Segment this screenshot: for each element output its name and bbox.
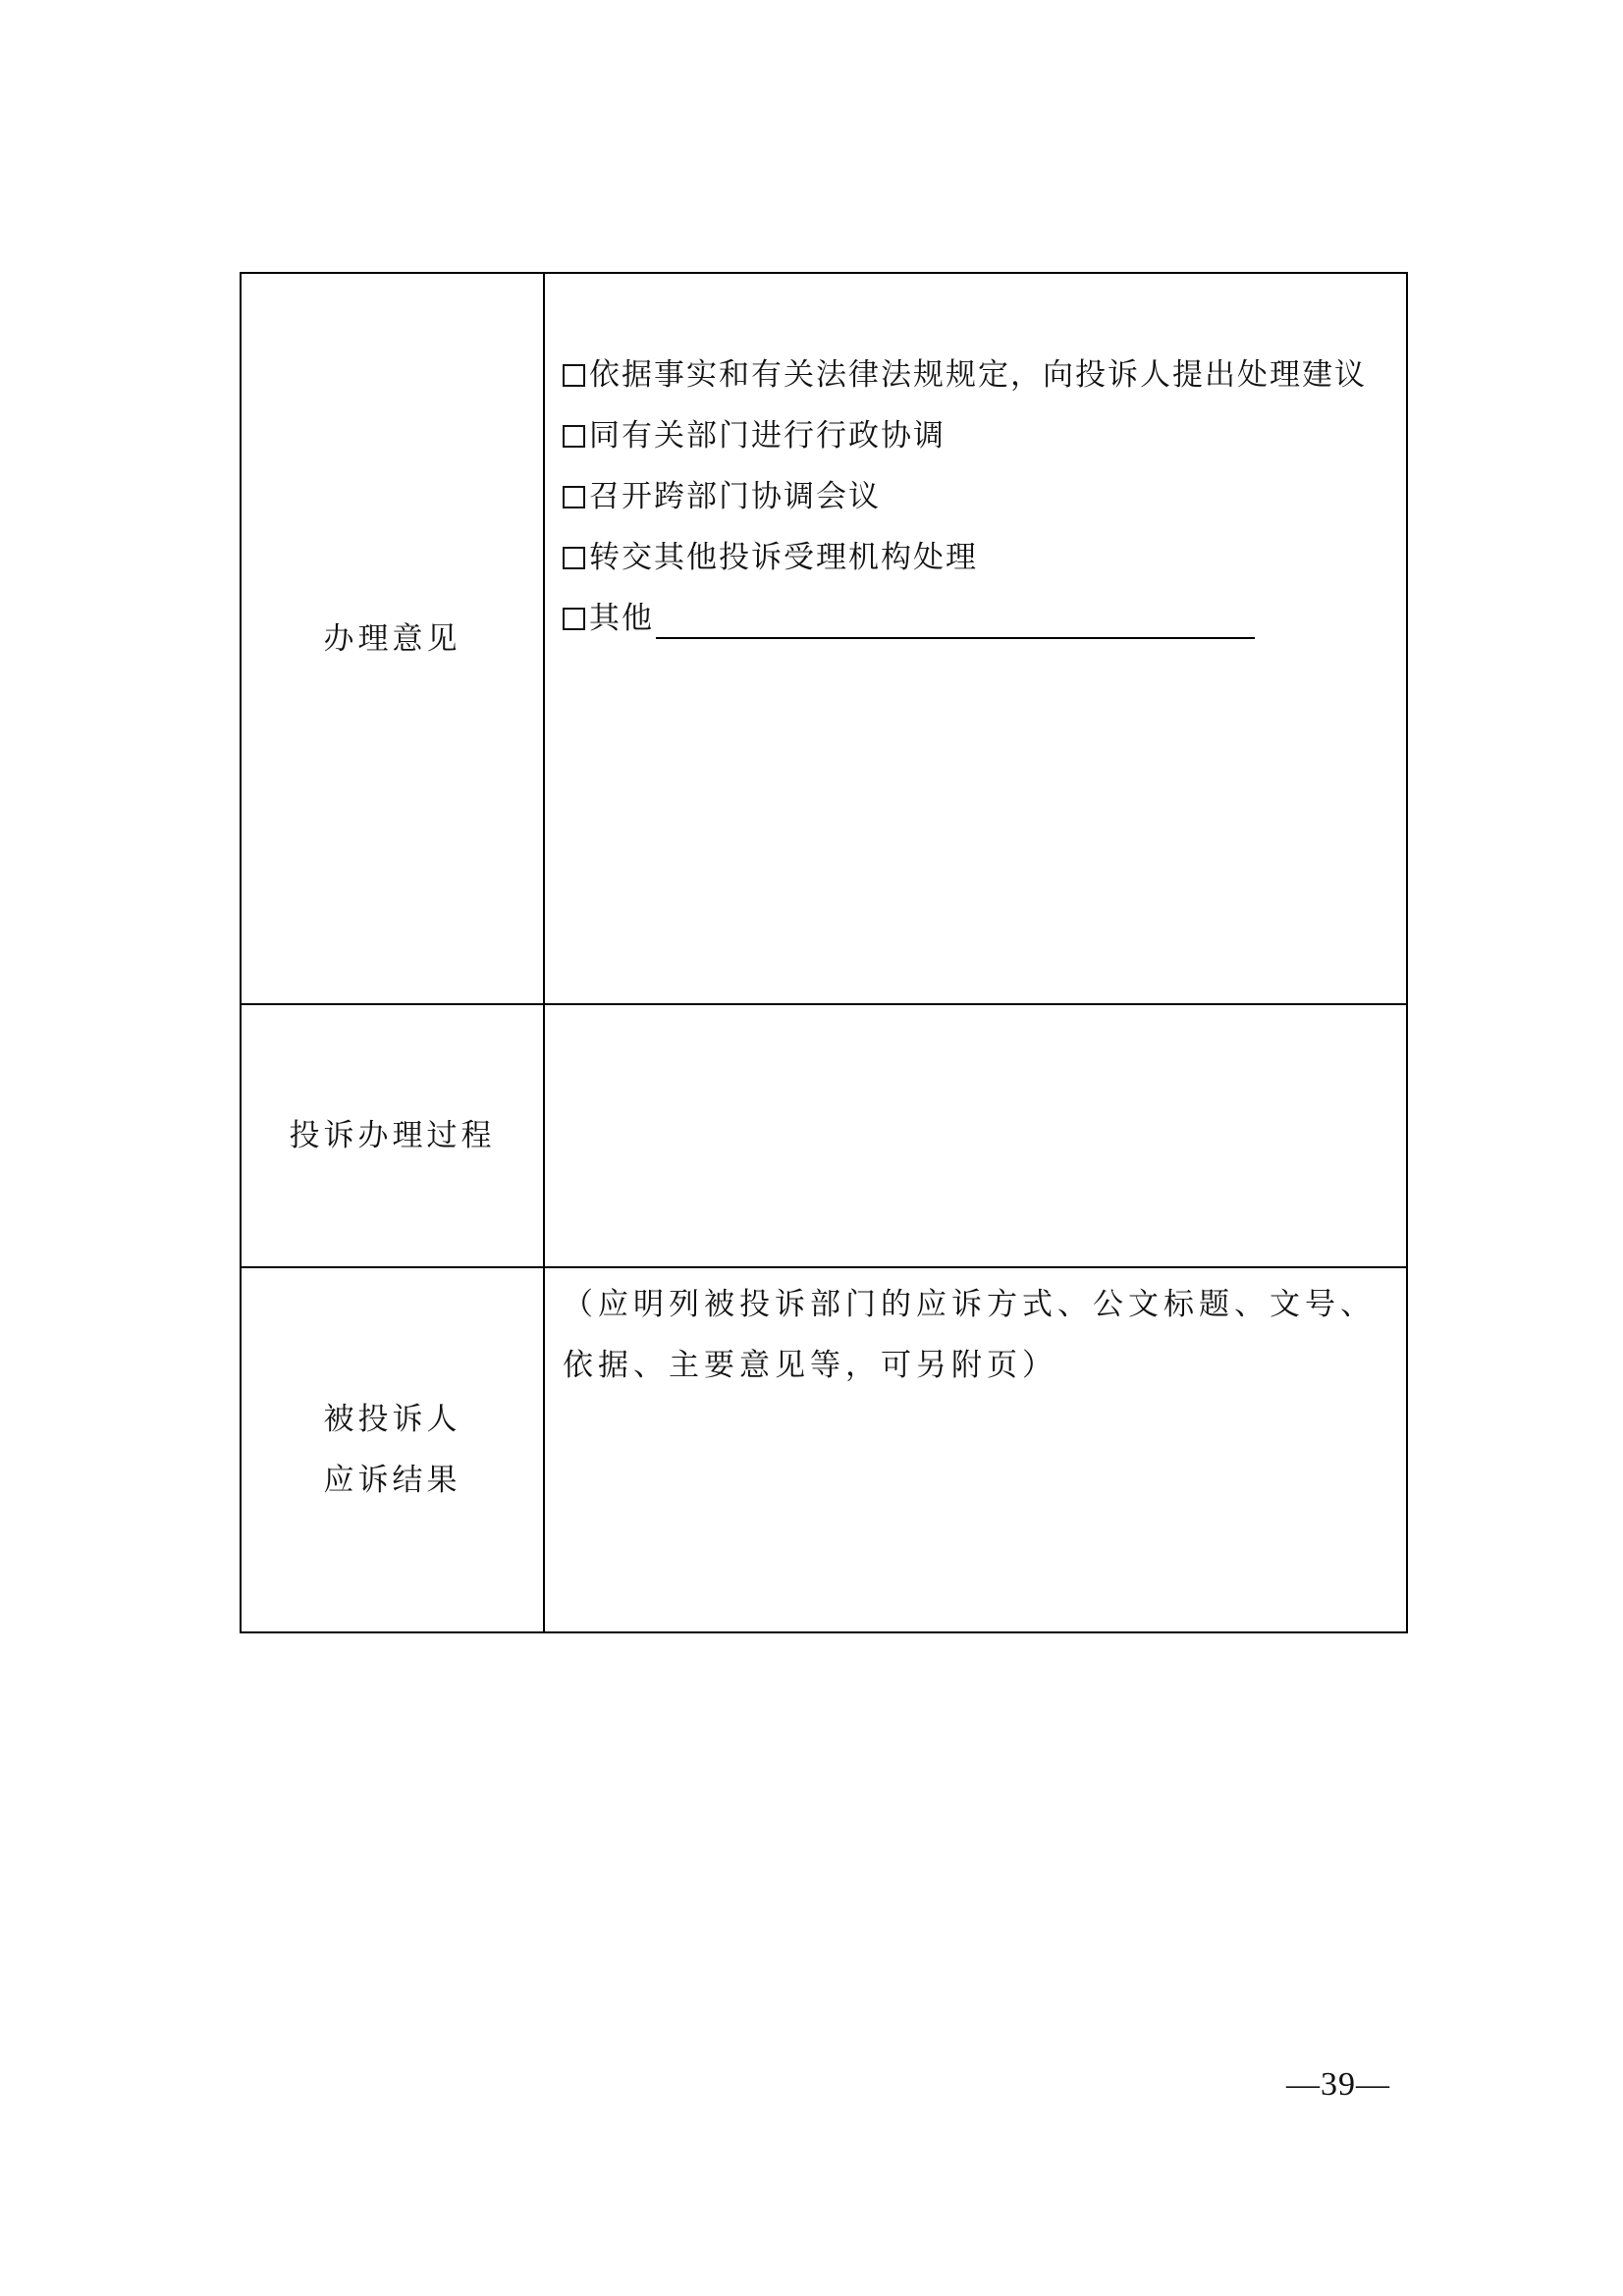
respondent-result-note: （应明列被投诉部门的应诉方式、公文标题、文号、依据、主要意见等，可另附页）	[563, 1287, 1376, 1383]
handling-opinion-options	[545, 274, 1406, 649]
option-cross-department-meeting	[563, 466, 1406, 527]
option-label: 转交其他投诉受理机构处理	[589, 540, 978, 575]
checkbox-administrative-coordination[interactable]	[563, 425, 585, 448]
complaint-handling-form	[240, 272, 1408, 1633]
respondent-result-row	[241, 1267, 1407, 1632]
handling-process-row	[241, 1004, 1407, 1267]
option-label: 同有关部门进行行政协调	[589, 418, 946, 454]
other-fill-in-line[interactable]	[656, 598, 1255, 639]
option-administrative-coordination	[563, 405, 1406, 466]
option-other	[563, 588, 1406, 649]
handling-process-content[interactable]	[544, 1004, 1407, 1267]
handling-opinion-label: 办理意见	[241, 273, 544, 1004]
checkbox-cross-department-meeting[interactable]	[563, 486, 585, 508]
result-label-line: 应诉结果	[323, 1463, 461, 1498]
option-label: 召开跨部门协调会议	[589, 479, 881, 514]
option-label: 依据事实和有关法律法规规定，向投诉人提出处理建议	[589, 357, 1367, 393]
handling-process-label: 投诉办理过程	[241, 1004, 544, 1267]
checkbox-transfer-other-agency[interactable]	[563, 547, 585, 569]
handling-opinion-row	[241, 273, 1407, 1004]
option-transfer-other-agency	[563, 527, 1406, 588]
respondent-result-content[interactable]	[544, 1267, 1407, 1632]
respondent-result-label	[241, 1267, 544, 1632]
option-legal-suggestion	[563, 345, 1406, 405]
checkbox-legal-suggestion[interactable]	[563, 364, 585, 387]
handling-opinion-content	[544, 273, 1407, 1004]
checkbox-other[interactable]	[563, 608, 585, 630]
respondent-label-line: 被投诉人	[323, 1402, 461, 1437]
page-number: —39—	[1286, 2066, 1390, 2103]
option-label: 其他	[589, 601, 654, 636]
